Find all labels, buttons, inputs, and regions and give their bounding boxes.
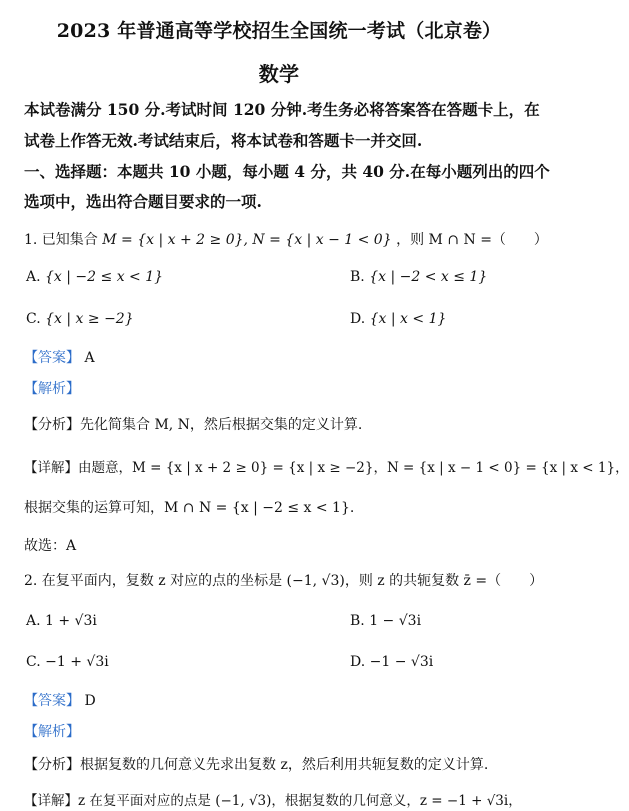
- q1-answer-value: A: [84, 350, 95, 366]
- q2-answer-value: D: [84, 693, 96, 709]
- q2-xiangjie-tag: 【详解】: [24, 793, 78, 809]
- q1-option-d: [350, 311, 446, 327]
- q2-option-d-text: −1 − √3i: [369, 654, 434, 670]
- q2-fenxi-text: 根据复数的几何意义先求出复数 z，然后利用共轭复数的定义计算.: [80, 757, 489, 773]
- q2-option-b: [350, 613, 421, 629]
- question-1-stem: [24, 229, 548, 249]
- question-1-math: M = {x | x + 2 ≥ 0}, N = {x | x − 1 < 0}: [102, 232, 392, 248]
- q1-option-c: [26, 311, 134, 327]
- q1-xiangjie-tag: 【详解】: [24, 460, 78, 476]
- subject-title: 数学: [258, 62, 300, 86]
- question-2-stem: 2. 在复平面内，复数 z 对应的点的坐标是 (−1, √3)，则 z 的共轭复数 z̄ =（ ）: [24, 573, 544, 589]
- instructions-line-1: 本试卷满分 150 分.考试时间 120 分钟.考生务必将答案答在答题卡上，在: [24, 100, 540, 119]
- q2-xiangjie-1: [24, 789, 538, 809]
- section-heading-line-1: 一、选择题：本题共 10 小题，每小题 4 分，共 40 分.在每小题列出的四个: [24, 162, 550, 181]
- q1-xiangjie-2: 根据交集的运算可知，M ∩ N = {x | −2 ≤ x < 1}.: [24, 500, 355, 516]
- q2-option-a: [26, 613, 97, 629]
- q2-xiangjie-text-1: z 在复平面对应的点是 (−1, √3)，根据复数的几何意义，z = −1 + √3i，: [78, 793, 522, 809]
- q1-jiexi: [24, 378, 538, 398]
- q2-answer-tag: 【答案】: [24, 693, 80, 709]
- q2-option-d: [350, 654, 433, 670]
- q1-fenxi-text: 先化简集合 M, N，然后根据交集的定义计算.: [80, 417, 363, 433]
- q2-answer: [24, 690, 538, 710]
- q1-option-a-text: {x | −2 ≤ x < 1}: [45, 269, 164, 285]
- q2-option-a-text: 1 + √3i: [45, 613, 97, 629]
- q1-option-a: [26, 269, 163, 285]
- q1-answer: [24, 347, 538, 367]
- q2-option-b-text: 1 − √3i: [369, 613, 422, 629]
- q2-option-c: [26, 654, 109, 670]
- section-heading-line-2: 选项中，选出符合题目要求的一项.: [24, 192, 262, 211]
- q1-option-b: [350, 269, 487, 285]
- instructions-line-2: 试卷上作答无效.考试结束后，将本试卷和答题卡一并交回.: [24, 131, 423, 150]
- q2-option-c-label: C.: [26, 654, 41, 670]
- q1-guxuan: 故选：A: [24, 538, 77, 554]
- q1-fenxi: [24, 414, 538, 434]
- q2-option-c-text: −1 + √3i: [45, 654, 109, 670]
- q1-option-c-label: C.: [26, 311, 41, 327]
- q2-jiexi-tag: 【解析】: [24, 724, 80, 740]
- question-1-prefix: 1. 已知集合: [24, 232, 98, 248]
- q1-option-d-text: {x | x < 1}: [369, 311, 447, 327]
- q1-option-b-text: {x | −2 < x ≤ 1}: [369, 269, 488, 285]
- q2-fenxi-tag: 【分析】: [24, 757, 80, 773]
- q2-option-b-label: B.: [350, 613, 365, 629]
- q1-option-a-label: A.: [26, 269, 41, 285]
- exam-title: 2023 年普通高等学校招生全国统一考试（北京卷）: [56, 20, 502, 42]
- q2-option-d-label: D.: [350, 654, 366, 670]
- q1-option-d-label: D.: [350, 311, 366, 327]
- q1-option-b-label: B.: [350, 269, 365, 285]
- q2-jiexi: [24, 721, 538, 741]
- q1-fenxi-tag: 【分析】: [24, 417, 80, 433]
- q2-option-a-label: A.: [26, 613, 41, 629]
- question-1-suffix: ，则 M ∩ N =（ ）: [396, 232, 548, 248]
- q1-xiangjie-text-1: 由题意，M = {x | x + 2 ≥ 0} = {x | x ≥ −2}，N = {x | x − 1 < 0} = {x | x < 1}，: [78, 460, 629, 476]
- q2-fenxi: [24, 754, 538, 774]
- q1-jiexi-tag: 【解析】: [24, 381, 80, 397]
- q1-answer-tag: 【答案】: [24, 350, 80, 366]
- q1-option-c-text: {x | x ≥ −2}: [45, 311, 134, 327]
- q1-xiangjie-1: [24, 456, 629, 476]
